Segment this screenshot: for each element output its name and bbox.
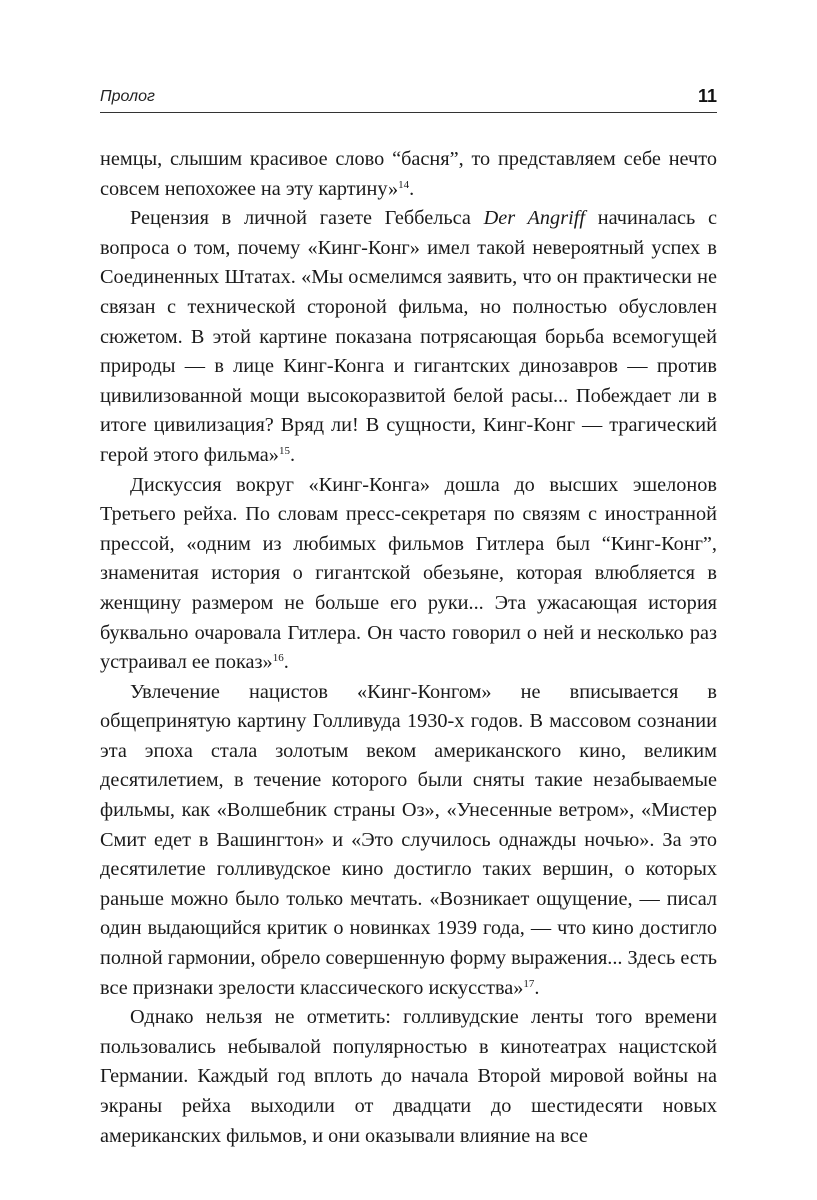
footnote-ref-15: 15 xyxy=(278,444,290,457)
page-number: 11 xyxy=(697,86,717,106)
paragraph-1: немцы, слышим красивое слово “басня”, то представляем себе нечто совсем непохожее на эту картину»$^{14}$. xyxy=(100,148,717,200)
paragraph-text: Однако нельзя не отметить: голливудские ленты того времени пользовались небывалой популярностью в кинотеатрах нацистской Германии. Каждый год вплоть до начала Второй мировой войны на экраны рейха выходили от двадцати до шестидесяти новых американских фильмов, и они оказывали влияние на все xyxy=(100,1006,717,1147)
footnote-ref-14: 14 xyxy=(398,178,410,191)
newspaper-title: Der Angriff xyxy=(483,207,585,230)
body-text xyxy=(100,145,717,1151)
footnote-ref-17: 17 xyxy=(523,977,535,990)
paragraph-4: Увлечение нацистов «Кинг-Конгом» не вписывается в общепринятую картину Голливуда 1930-х годов. В массовом сознании эта эпоха стала золотым веком американского кино, великим десятилетием, в течение которого были сняты такие незабываемые фильмы, как «Волшебник страны Оз», «Унесенные ветром», «Мистер Смит едет в Вашингтон» и «Это случилось однажды ночью». За это десятилетие голливудское кино достигло таких вершин, о которых раньше можно было только мечтать. «Возникает ощущение, — писал один выдающийся критик о новинках 1939 года, — что кино достигло полной гармонии, обрело совершенную форму выражения... Здесь есть все признаки зрелости классического искусства»$^{17}$. xyxy=(100,680,717,999)
section-title: Пролог xyxy=(100,88,155,105)
paragraph-3: Дискуссия вокруг «Кинг-Конга» дошла до высших эшелонов Третьего рейха. По словам пресс-секретаря по связям с иностранной прессой, «одним из любимых фильмов Гитлера был “Кинг-Конг”, знаменитая история о гигантской обезьяне, которая влюбляется в женщину размером не больше его руки... Эта ужасающая история буквально очаровала Гитлера. Он часто говорил о ней и несколько раз устраивал ее показ»$^{16}$. xyxy=(100,473,717,674)
running-header xyxy=(100,88,717,113)
footnote-ref-16: 16 xyxy=(272,652,284,665)
paragraph-text: начиналась с вопроса о том, почему «Кинг-Конг» имел такой невероятный успех в Соединенных Штатах. «Мы осмелимся заявить, что он практически не связан с технической стороной фильма, но полностью обусловлен сюжетом. В этой картине показана потрясающая борьба всемогущей природы — в лице Кинг-Конга и гигантских динозавров — против цивилизованной мощи высокоразвитой белой расы... Побеждает ли в итоге цивилизация? Вряд ли! В сущности, Кинг-Конг — трагический герой этого фильма» xyxy=(100,207,717,466)
paragraph-text: Рецензия в личной газете Геббельса xyxy=(130,207,484,230)
paragraph-text: немцы, слышим красивое слово “басня”, то представляем себе нечто совсем непохожее на эту картину» xyxy=(100,148,717,200)
paragraph-5 xyxy=(100,1003,717,1151)
paragraph-2: Рецензия в личной газете Геббельса Der Angriff начиналась с вопроса о том, почему «Кинг-Конг» имел такой невероятный успех в Соединенных Штатах. «Мы осмелимся заявить, что он практически не связан с технической стороной фильма, но полностью обусловлен сюжетом. В этой картине показана потрясающая борьба всемогущей природы — в лице Кинг-Конга и гигантских динозавров — против цивилизованной мощи высокоразвитой белой расы... Побеждает ли в итоге цивилизация? Вряд ли! В сущности, Кинг-Конг — трагический герой этого фильма»$^{15}$. xyxy=(100,207,717,466)
paragraph-text: Увлечение нацистов «Кинг-Конгом» не вписывается в общепринятую картину Голливуда 1930-х годов. В массовом сознании эта эпоха стала золотым веком американского кино, великим десятилетием, в течение которого были сняты такие незабываемые фильмы, как «Волшебник страны Оз», «Унесенные ветром», «Мистер Смит едет в Вашингтон» и «Это случилось однажды ночью». За это десятилетие голливудское кино достигло таких вершин, о которых раньше можно было только мечтать. «Возникает ощущение, — писал один выдающийся критик о новинках 1939 года, — что кино достигло полной гармонии, обрело совершенную форму выражения... Здесь есть все признаки зрелости классического искусства» xyxy=(100,680,717,999)
paragraph-text: Дискуссия вокруг «Кинг-Конга» дошла до высших эшелонов Третьего рейха. По словам пресс-секретаря по связям с иностранной прессой, «одним из любимых фильмов Гитлера был “Кинг-Конг”, знаменитая история о гигантской обезьяне, которая влюбляется в женщину размером не больше его руки... Эта ужасающая история буквально очаровала Гитлера. Он часто говорил о ней и несколько раз устраивал ее показ» xyxy=(100,473,717,674)
